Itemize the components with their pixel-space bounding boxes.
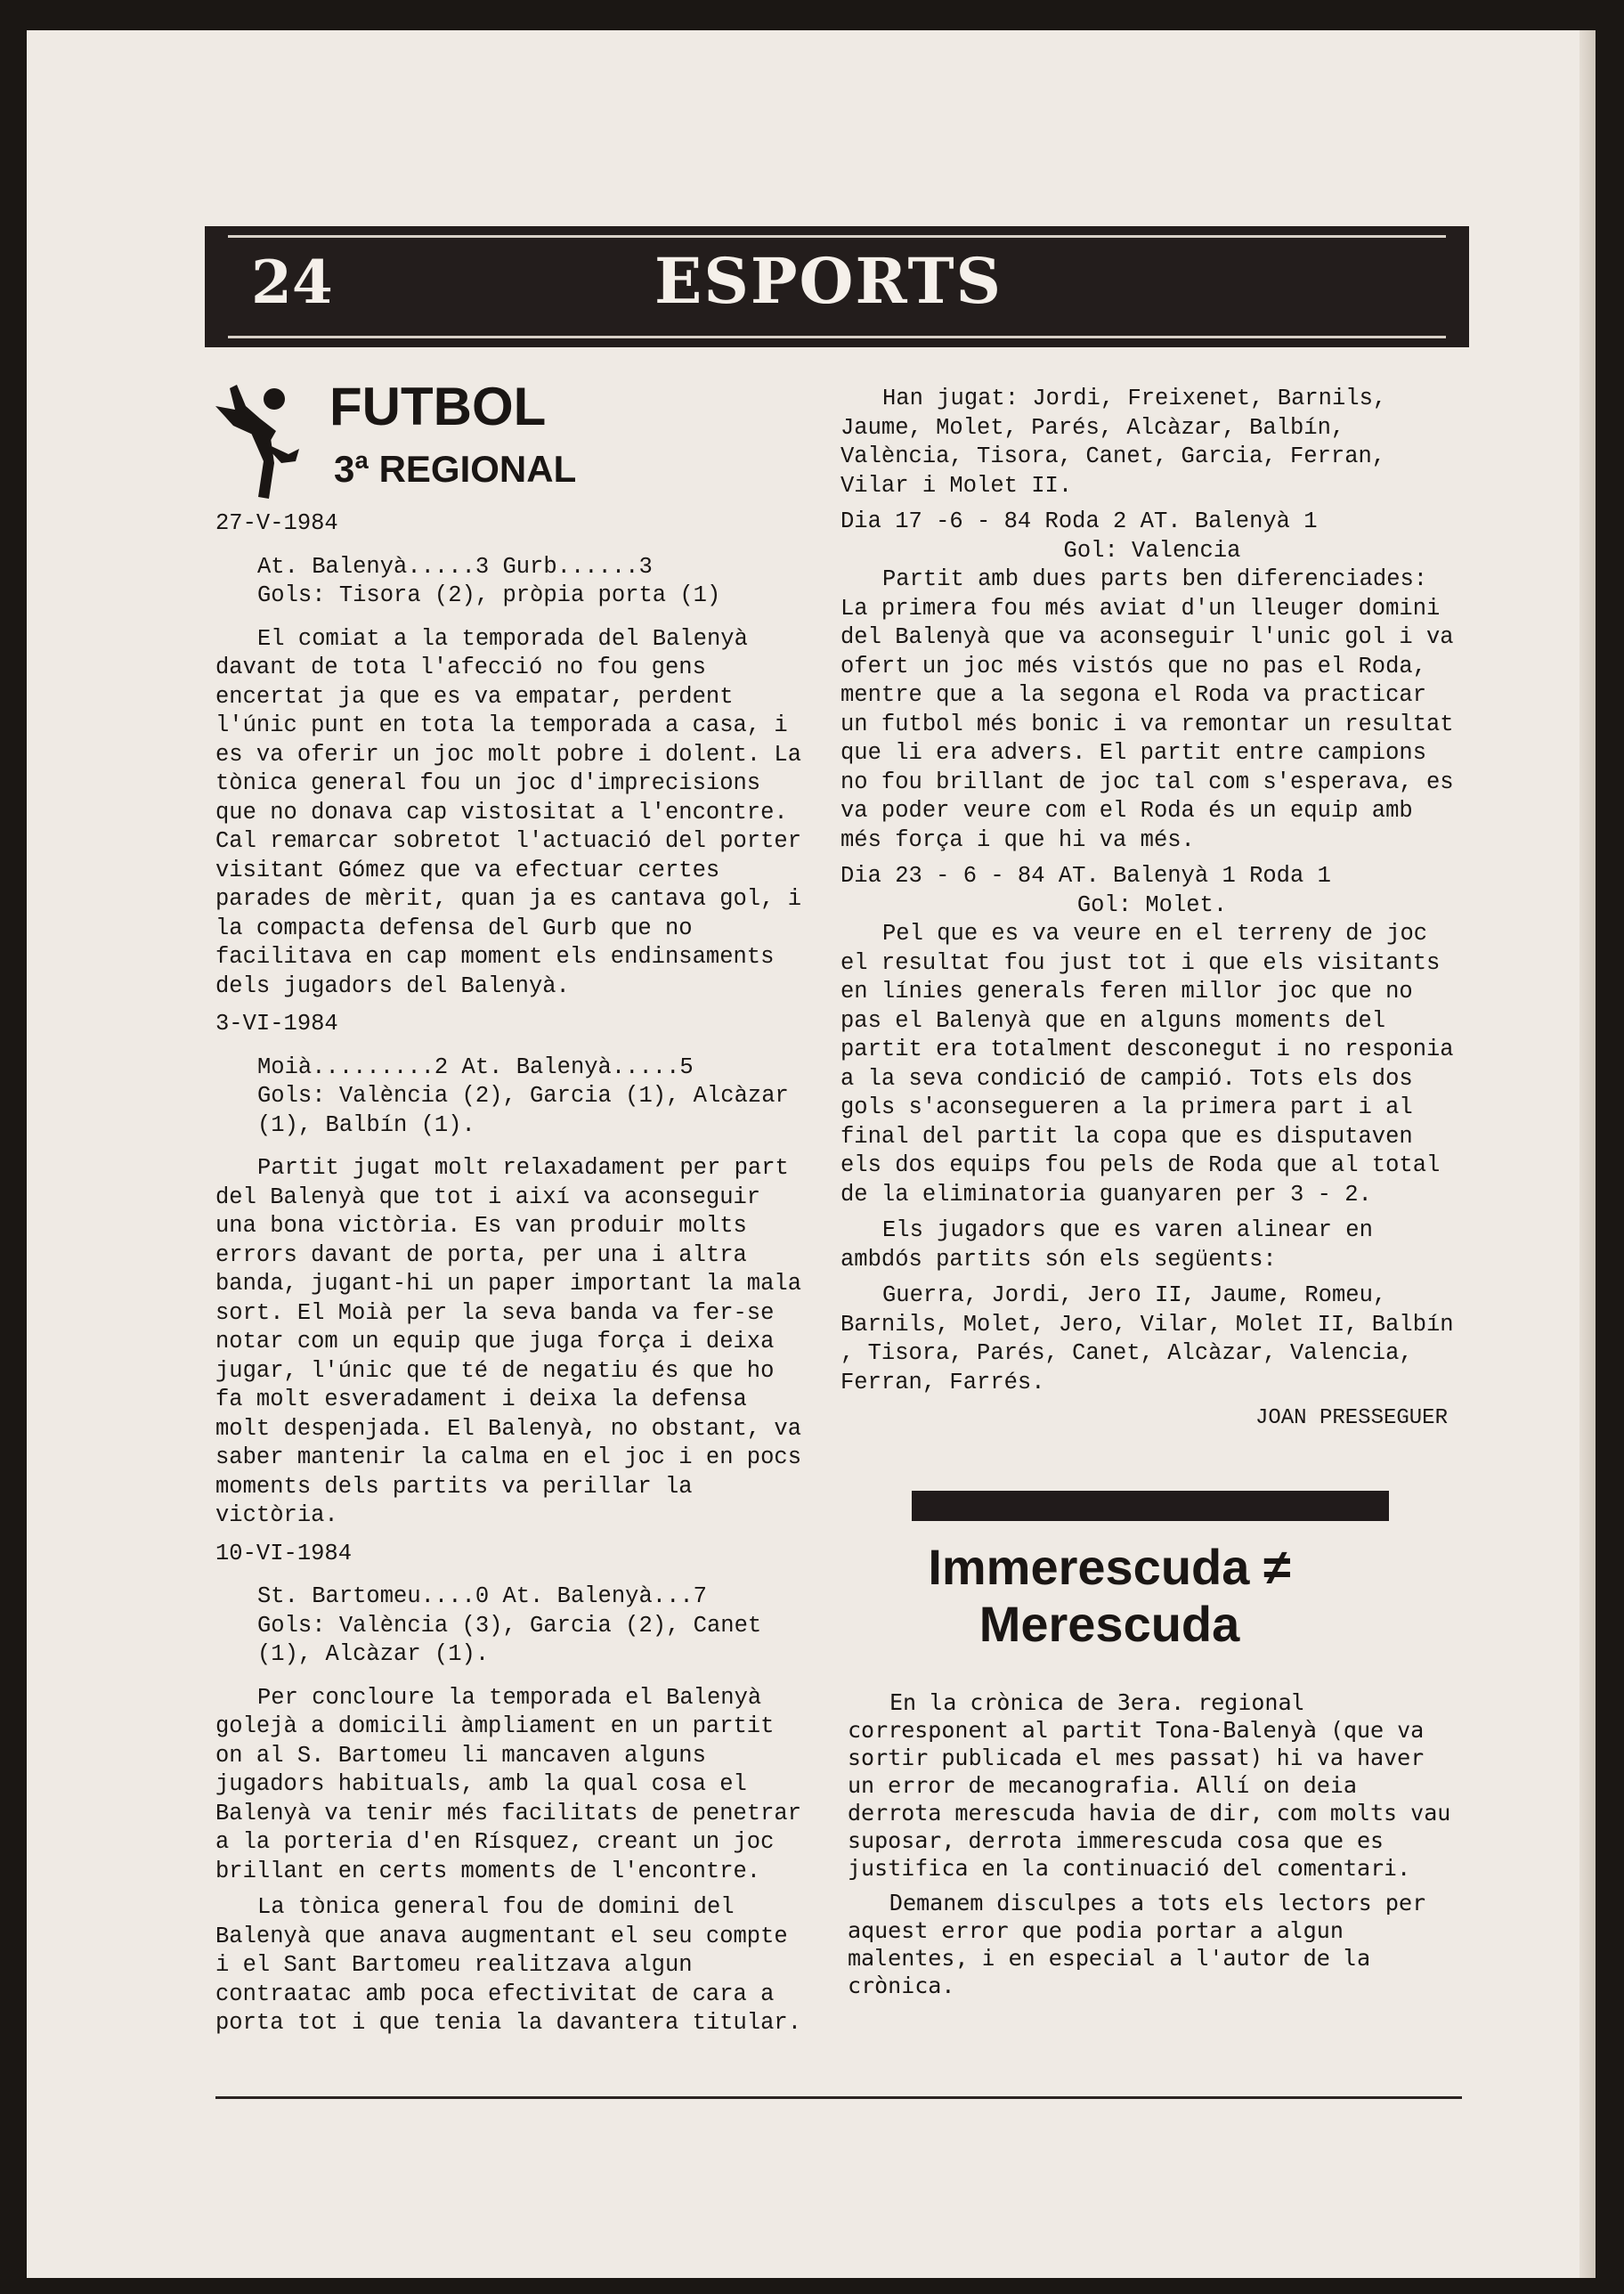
article-goals: Gols: Tisora (2), pròpia porta (1)	[257, 582, 721, 608]
article-author: JOAN PRESSEGUER	[1255, 1406, 1448, 1430]
article-para: Partit amb dues parts ben diferenciades: La primera fou més aviat d'un lleuger domini del Balenyà que va aconseguir l'unic gol i va ofert un joc més vistós que no pas el Roda, mentre que a la segona el Roda va practicar un futbol més bonic i va remontar un resultat que li era advers. El partit entre campions no fou brillant de joc tal com s'esperava, es va poder veure com el Roda és un equip amb més força i que hi va més.	[840, 566, 1454, 853]
header-rule-bottom	[228, 336, 1446, 338]
page-number: 24	[251, 248, 333, 317]
section-header	[205, 226, 1469, 347]
article-goals: Gols: València (3), Garcia (2), Canet (1), Alcàzar (1).	[257, 1612, 762, 1667]
magazine-page	[27, 30, 1596, 2278]
article-title: FUTBOL	[329, 377, 547, 436]
article-line: Dia 17 -6 - 84 Roda 2 AT. Balenyà 1	[840, 508, 1318, 534]
article-goals: Gols: València (2), Garcia (1), Alcàzar (1), Balbín (1).	[257, 1083, 789, 1138]
article-score: Moià.........2 At. Balenyà.....5	[257, 1053, 694, 1080]
article-subtitle: 3ª REGIONAL	[334, 448, 577, 490]
box-top-bar	[912, 1491, 1389, 1521]
box-title-line: Merescuda	[978, 1596, 1240, 1652]
article-center: Gol: Molet.	[1076, 891, 1228, 918]
article-para: Partit jugat molt relaxadament per part del Balenyà que tot i així va aconseguir una bona victòria. Es van produir molts errors davant de porta, per una i altra banda, jugant-hi un paper important la mala sort. El Moià per la seva banda va fer-se notar com un equip que juga força i deixa jugar, l'únic que té de negatiu és que ho fa molt esveradament i deixa la defensa molt despenjada. El Balenyà, no obstant, va saber mantenir la calma en el joc i en pocs moments dels partits va perillar la victòria.	[215, 1155, 802, 1528]
article-left-column	[215, 500, 803, 2046]
header-rule-top	[228, 235, 1446, 238]
article-date: 27-V-1984	[215, 510, 338, 536]
bottom-rule	[215, 2096, 1462, 2099]
page-fold-edge	[1579, 30, 1596, 2278]
article-para: El comiat a la temporada del Balenyà davant de tota l'afecció no fou gens encertat ja que es va empatar, perdent l'únic punt en tota la temporada a casa, i es va oferir un joc molt pobre i dolent. La tònica general fou un joc d'imprecisions que no donava cap vistositat a l'encontre. Cal remarcar sobretot l'actuació del porter visitant Gómez que va efectuar certes parades de mèrit, quan ja es cantava gol, i la compacta defensa del Gurb que no facilitava en cap moment els endinsaments dels jugadors del Balenyà.	[215, 625, 802, 999]
box-paragraph: En la crònica de 3era. regional corresponent al partit Tona-Balenyà (que va sortir publicada el mes passat) hi va haver un error de mecanografia. Allí on deia derrota merescuda havia de dir, com molts vau suposar, derrota immerescuda cosa que es justifica en la continuació del comentari.	[848, 1689, 1451, 1881]
article-score: At. Balenyà.....3 Gurb......3	[257, 553, 653, 580]
box-title	[842, 1539, 1376, 1653]
article-para: Han jugat: Jordi, Freixenet, Barnils, Jaume, Molet, Parés, Alcàzar, Balbín, València, Tisora, Canet, Garcia, Ferran, Vilar i Molet II.	[840, 386, 1387, 499]
article-para: Pel que es va veure en el terreny de joc el resultat fou just tot i que els visitants en línies generals feren millor joc que no pas el Balenyà que en alguns moments del partit era totalment desconegut i no responia a la seva condició de campió. Tots els dos gols s'aconsegueren a la primera part i al final del partit la copa que es disputaven els dos equips fou pels de Roda que al total de la eliminatoria guanyaren per 3 - 2.	[840, 921, 1454, 1208]
section-title: ESPORTS	[654, 244, 1003, 318]
article-line: Dia 23 - 6 - 84 AT. Balenyà 1 Roda 1	[840, 863, 1331, 889]
box-title-line: Immerescuda ≠	[928, 1539, 1291, 1595]
article-para: Guerra, Jordi, Jero II, Jaume, Romeu, Barnils, Molet, Jero, Vilar, Molet II, Balbín , Tisora, Parés, Canet, Alcàzar, Valencia, Ferran, Farrés.	[840, 1282, 1454, 1395]
article-date: 10-VI-1984	[215, 1540, 353, 1566]
article-right-column	[840, 385, 1464, 1434]
article-para: Els jugadors que es varen alinear en ambdós partits són els següents:	[840, 1217, 1373, 1273]
article-center: Gol: Valencia	[1063, 537, 1241, 564]
box-body	[848, 1688, 1453, 1999]
box-paragraph: Demanem disculpes a tots els lectors per aquest error que podia portar a algun malentes, i en especial a l'autor de la crònica.	[848, 1890, 1426, 1998]
soccer-player-kick-icon	[207, 379, 304, 504]
article-score: St. Bartomeu....0 At. Balenyà...7	[257, 1583, 707, 1609]
article-para: La tònica general fou de domini del Balenyà que anava augmentant el seu compte i el Sant Bartomeu realitzava algun contraatac amb poca efectivitat de cara a porta tot i que tenia la davantera titular.	[215, 1894, 802, 2036]
article-para: Per concloure la temporada el Balenyà golejà a domicili àmpliament en un partit on al S. Bartomeu li mancaven alguns jugadors habituals, amb la qual cosa el Balenyà va tenir més facilitats de penetrar a la porteria d'en Rísquez, creant un joc brillant en certs moments de l'encontre.	[215, 1684, 802, 1884]
article-date: 3-VI-1984	[215, 1011, 338, 1037]
